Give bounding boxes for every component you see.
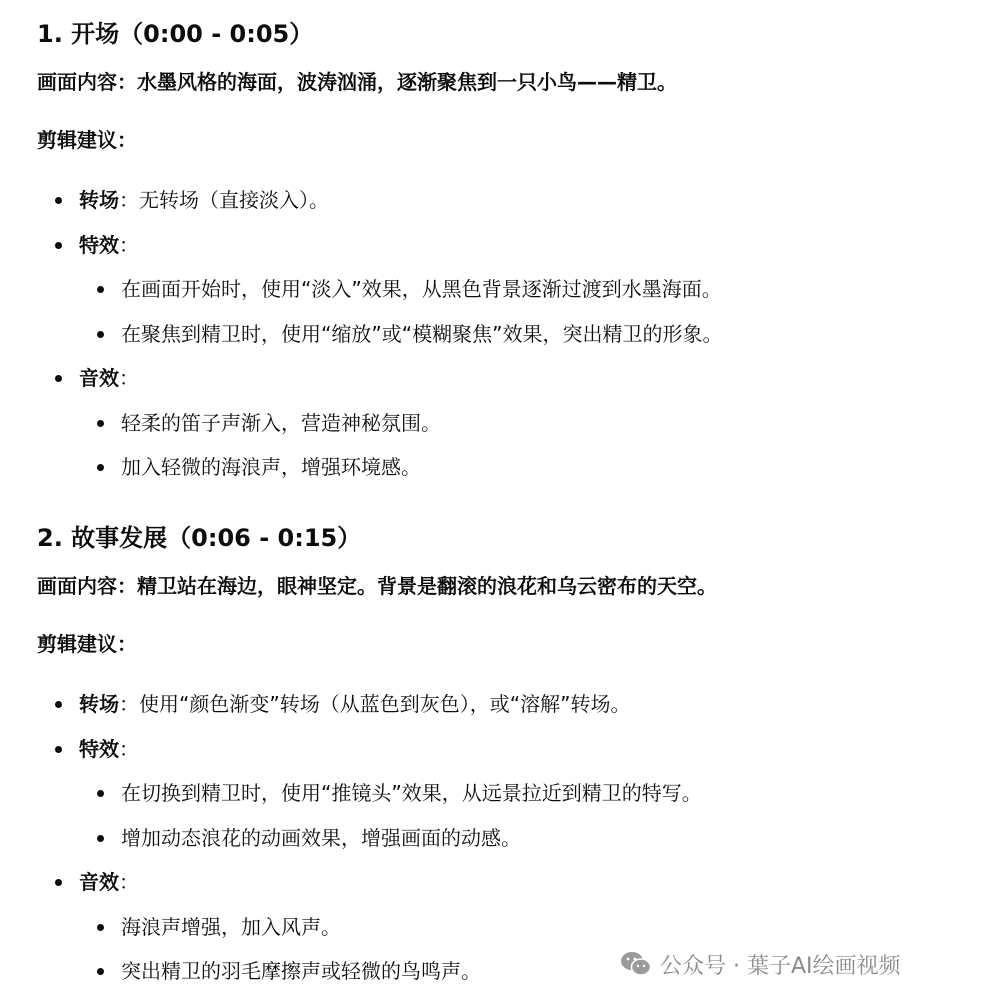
item-sep: ： xyxy=(119,232,139,257)
bullet-icon xyxy=(97,968,104,975)
sublist-wrapper xyxy=(37,771,967,860)
list-item xyxy=(37,312,967,357)
bullet-icon xyxy=(55,375,62,382)
bullet-icon xyxy=(55,701,62,708)
item-sep: ： xyxy=(119,366,139,390)
item-text: 在聚焦到精卫时，使用“缩放”或“模糊聚焦”效果，突出精卫的形象。 xyxy=(121,321,723,346)
bullet-icon xyxy=(97,790,104,797)
wechat-icon xyxy=(620,950,652,978)
item-key: 音效 xyxy=(79,366,119,390)
sublist-wrapper xyxy=(37,401,967,490)
advice-list xyxy=(37,178,967,490)
section-heading: 1. 开场（0:00 - 0:05） xyxy=(37,20,314,48)
list-item xyxy=(37,267,967,312)
scene-content: 画面内容：水墨风格的海面，波涛汹涌，逐渐聚焦到一只小鸟——精卫。 xyxy=(37,70,677,94)
item-key: 特效 xyxy=(79,736,119,761)
effects-sublist xyxy=(37,771,967,860)
section-development xyxy=(37,518,967,994)
item-text: 海浪声增强，加入风声。 xyxy=(121,914,341,939)
list-item-effects xyxy=(37,727,967,772)
edit-advice-label: 剪辑建议： xyxy=(37,632,137,656)
item-sep: ： xyxy=(119,736,139,761)
item-key: 音效 xyxy=(79,870,119,894)
item-text: 增加动态浪花的动画效果，增强画面的动感。 xyxy=(121,825,521,850)
item-key: 特效 xyxy=(79,232,119,257)
sound-sublist xyxy=(37,401,967,490)
item-text: 在画面开始时，使用“淡入”效果，从黑色背景逐渐过渡到水墨海面。 xyxy=(121,277,722,301)
list-item xyxy=(37,771,967,816)
bullet-icon xyxy=(55,879,62,886)
item-text: ：无转场（直接淡入）。 xyxy=(119,188,329,212)
list-item-sound xyxy=(37,860,967,905)
bullet-icon xyxy=(97,464,104,471)
bullet-icon xyxy=(97,420,104,427)
list-item-transition xyxy=(37,682,967,727)
watermark xyxy=(620,946,901,982)
sublist-wrapper xyxy=(37,267,967,356)
list-item xyxy=(37,816,967,861)
edit-advice-label: 剪辑建议： xyxy=(37,128,137,152)
effects-sublist xyxy=(37,267,967,356)
item-text: 轻柔的笛子声渐入，营造神秘氛围。 xyxy=(121,410,441,435)
section-heading: 2. 故事发展（0:06 - 0:15） xyxy=(37,524,362,552)
bullet-icon xyxy=(97,835,104,842)
item-text: 突出精卫的羽毛摩擦声或轻微的鸟鸣声。 xyxy=(121,959,481,983)
bullet-icon xyxy=(55,242,62,249)
item-text: ：使用“颜色渐变”转场（从蓝色到灰色），或“溶解”转场。 xyxy=(119,692,631,716)
list-item-transition xyxy=(37,178,967,223)
item-key: 转场 xyxy=(79,692,119,716)
scene-content: 画面内容：精卫站在海边，眼神坚定。背景是翻滚的浪花和乌云密布的天空。 xyxy=(37,574,717,598)
list-item xyxy=(37,905,967,950)
section-opening xyxy=(37,14,967,490)
watermark-text: 公众号 · 葉子AI绘画视频 xyxy=(660,953,901,979)
list-item xyxy=(37,401,967,446)
bullet-icon xyxy=(55,746,62,753)
bullet-icon xyxy=(97,924,104,931)
item-text: 在切换到精卫时，使用“推镜头”效果，从远景拉近到精卫的特写。 xyxy=(121,781,702,805)
item-key: 转场 xyxy=(79,188,119,212)
item-text: 加入轻微的海浪声，增强环境感。 xyxy=(121,455,421,479)
list-item-effects xyxy=(37,223,967,268)
list-item-sound xyxy=(37,356,967,401)
bullet-icon xyxy=(97,331,104,338)
bullet-icon xyxy=(55,197,62,204)
list-item xyxy=(37,445,967,490)
item-sep: ： xyxy=(119,870,139,894)
bullet-icon xyxy=(97,286,104,293)
